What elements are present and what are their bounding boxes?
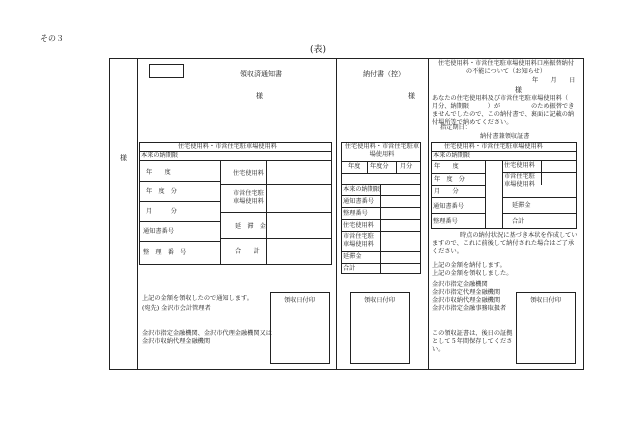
sec3-date: 年 月 日	[532, 77, 576, 84]
sec1-year-part-label: 年 度 分	[146, 188, 177, 195]
sec1-notice-no-label: 通知書番号	[143, 228, 174, 235]
sec1-total-label: 合 計	[235, 248, 260, 255]
sec2-seq-no-label: 整理番号	[343, 210, 368, 217]
sec1-notice-text: 上記の金額を領収したので通知します。	[142, 295, 253, 302]
sec1-sama: 様	[256, 92, 263, 100]
sec3-stamp-label: 領収日付印	[530, 297, 561, 304]
sec2-sama: 様	[408, 92, 415, 100]
sec1-title: 領収済通知書	[240, 70, 282, 78]
sec3-notice-text: 時点の納付状況に基づき本状を作成していますので、これに前後して納付された場合はご了承ください。	[432, 232, 578, 255]
sec2-parking-fee-label: 市営住宅駐車場使用料	[343, 233, 374, 248]
sec2-total-label: 合計	[343, 265, 356, 272]
code-box	[149, 64, 184, 78]
page-side-label: (表)	[310, 45, 327, 55]
page-sama: 様	[120, 154, 127, 162]
sec2-housing-fee-label: 住宅使用料	[343, 222, 374, 229]
sec3-seq-no-label: 整理番号	[433, 218, 458, 225]
sec1-seq-no-label: 整 理 番 号	[143, 249, 187, 256]
sec3-bank-3: 金沢市収納代理金融機関	[432, 297, 501, 304]
sec2-year-label: 年度	[348, 163, 361, 170]
sec2-year-part-label: 年度分	[370, 163, 389, 170]
sec1-stamp-label: 領収日付印	[284, 297, 315, 304]
page-number: その３	[40, 34, 64, 43]
sec3-due-label: 本来の納期限	[433, 152, 471, 159]
sec2-notice-no-label: 通知書番号	[343, 198, 374, 205]
sec2-title: 納付書（控）	[363, 70, 405, 78]
left-margin-divider	[137, 58, 138, 370]
sec1-table-title: 住宅使用料・市営住宅駐車場使用料	[178, 143, 277, 150]
sec3-title: 住宅使用料・市営住宅駐車場使用料口座振替納付の不能について（お知らせ）	[437, 60, 575, 75]
sec1-recipient: (宛先) 金沢市会計管理者	[142, 305, 211, 312]
sec3-late-fee-label: 延滞金	[512, 202, 531, 209]
sec3-housing-fee-label: 住宅使用料	[504, 162, 535, 169]
sec2-month-label: 月分	[400, 163, 413, 170]
sec3-bank-4: 金沢市指定金融事務取扱者	[432, 305, 507, 312]
sec1-parking-fee-label: 市営住宅駐車場使用料	[233, 190, 264, 205]
sec1-year-label: 年 度	[146, 169, 171, 176]
sec1-late-fee-label: 延 滞 金	[235, 223, 266, 230]
sec2-due-label: 本来の納期限	[343, 186, 381, 193]
sec3-table-title: 住宅使用料・市営住宅駐車場使用料	[444, 143, 543, 150]
sec3-designated-date: 指定期日：	[440, 124, 471, 131]
sec3-received-text: 上記の金額を領収しました。	[432, 270, 513, 277]
sec3-bank-2: 金沢市指定代理金融機関	[432, 289, 501, 296]
sec3-sama: 様	[515, 86, 522, 94]
sec3-cert-title: 納付書兼領収証書	[480, 133, 530, 140]
section-divider-2	[428, 58, 429, 370]
sec3-retention-note: この領収証書は、後日の証拠として５年間保存してください。	[432, 330, 513, 353]
section-divider-1	[336, 58, 337, 370]
sec3-paid-text: 上記の金額を納付します。	[432, 262, 506, 269]
sec3-month-label: 月 分	[434, 188, 459, 195]
sec3-year-part-label: 年 度 分	[434, 176, 465, 183]
sec3-notice-no-label: 通知書番号	[433, 203, 464, 210]
sec2-stamp-label: 領収日付印	[364, 297, 395, 304]
sec1-due-label: 本来の納期限	[141, 152, 179, 159]
sec1-banks: 金沢市指定金融機関、金沢市代理金融機関又は金沢市収納代理金融機関	[142, 330, 272, 345]
sec3-total-label: 合計	[512, 218, 525, 225]
sec2-table-title: 住宅使用料・市営住宅駐車場使用料	[344, 143, 420, 158]
sec2-late-fee-label: 延滞金	[343, 253, 362, 260]
sec1-month-label: 月 分	[146, 208, 177, 215]
sec3-year-label: 年 度	[434, 163, 459, 170]
sec3-body: あなたの住宅使用料及び市営住宅駐車場使用料（ 月分、納期限 ）が のため振替できませんでしたので、この納付書で、裏面に記載の納付場所等で納めてください。	[432, 95, 575, 126]
sec3-bank-1: 金沢市指定金融機関	[432, 281, 488, 288]
sec1-housing-fee-label: 住宅使用料	[233, 170, 264, 177]
sec3-parking-fee-label: 市営住宅駐車場使用料	[504, 173, 535, 188]
